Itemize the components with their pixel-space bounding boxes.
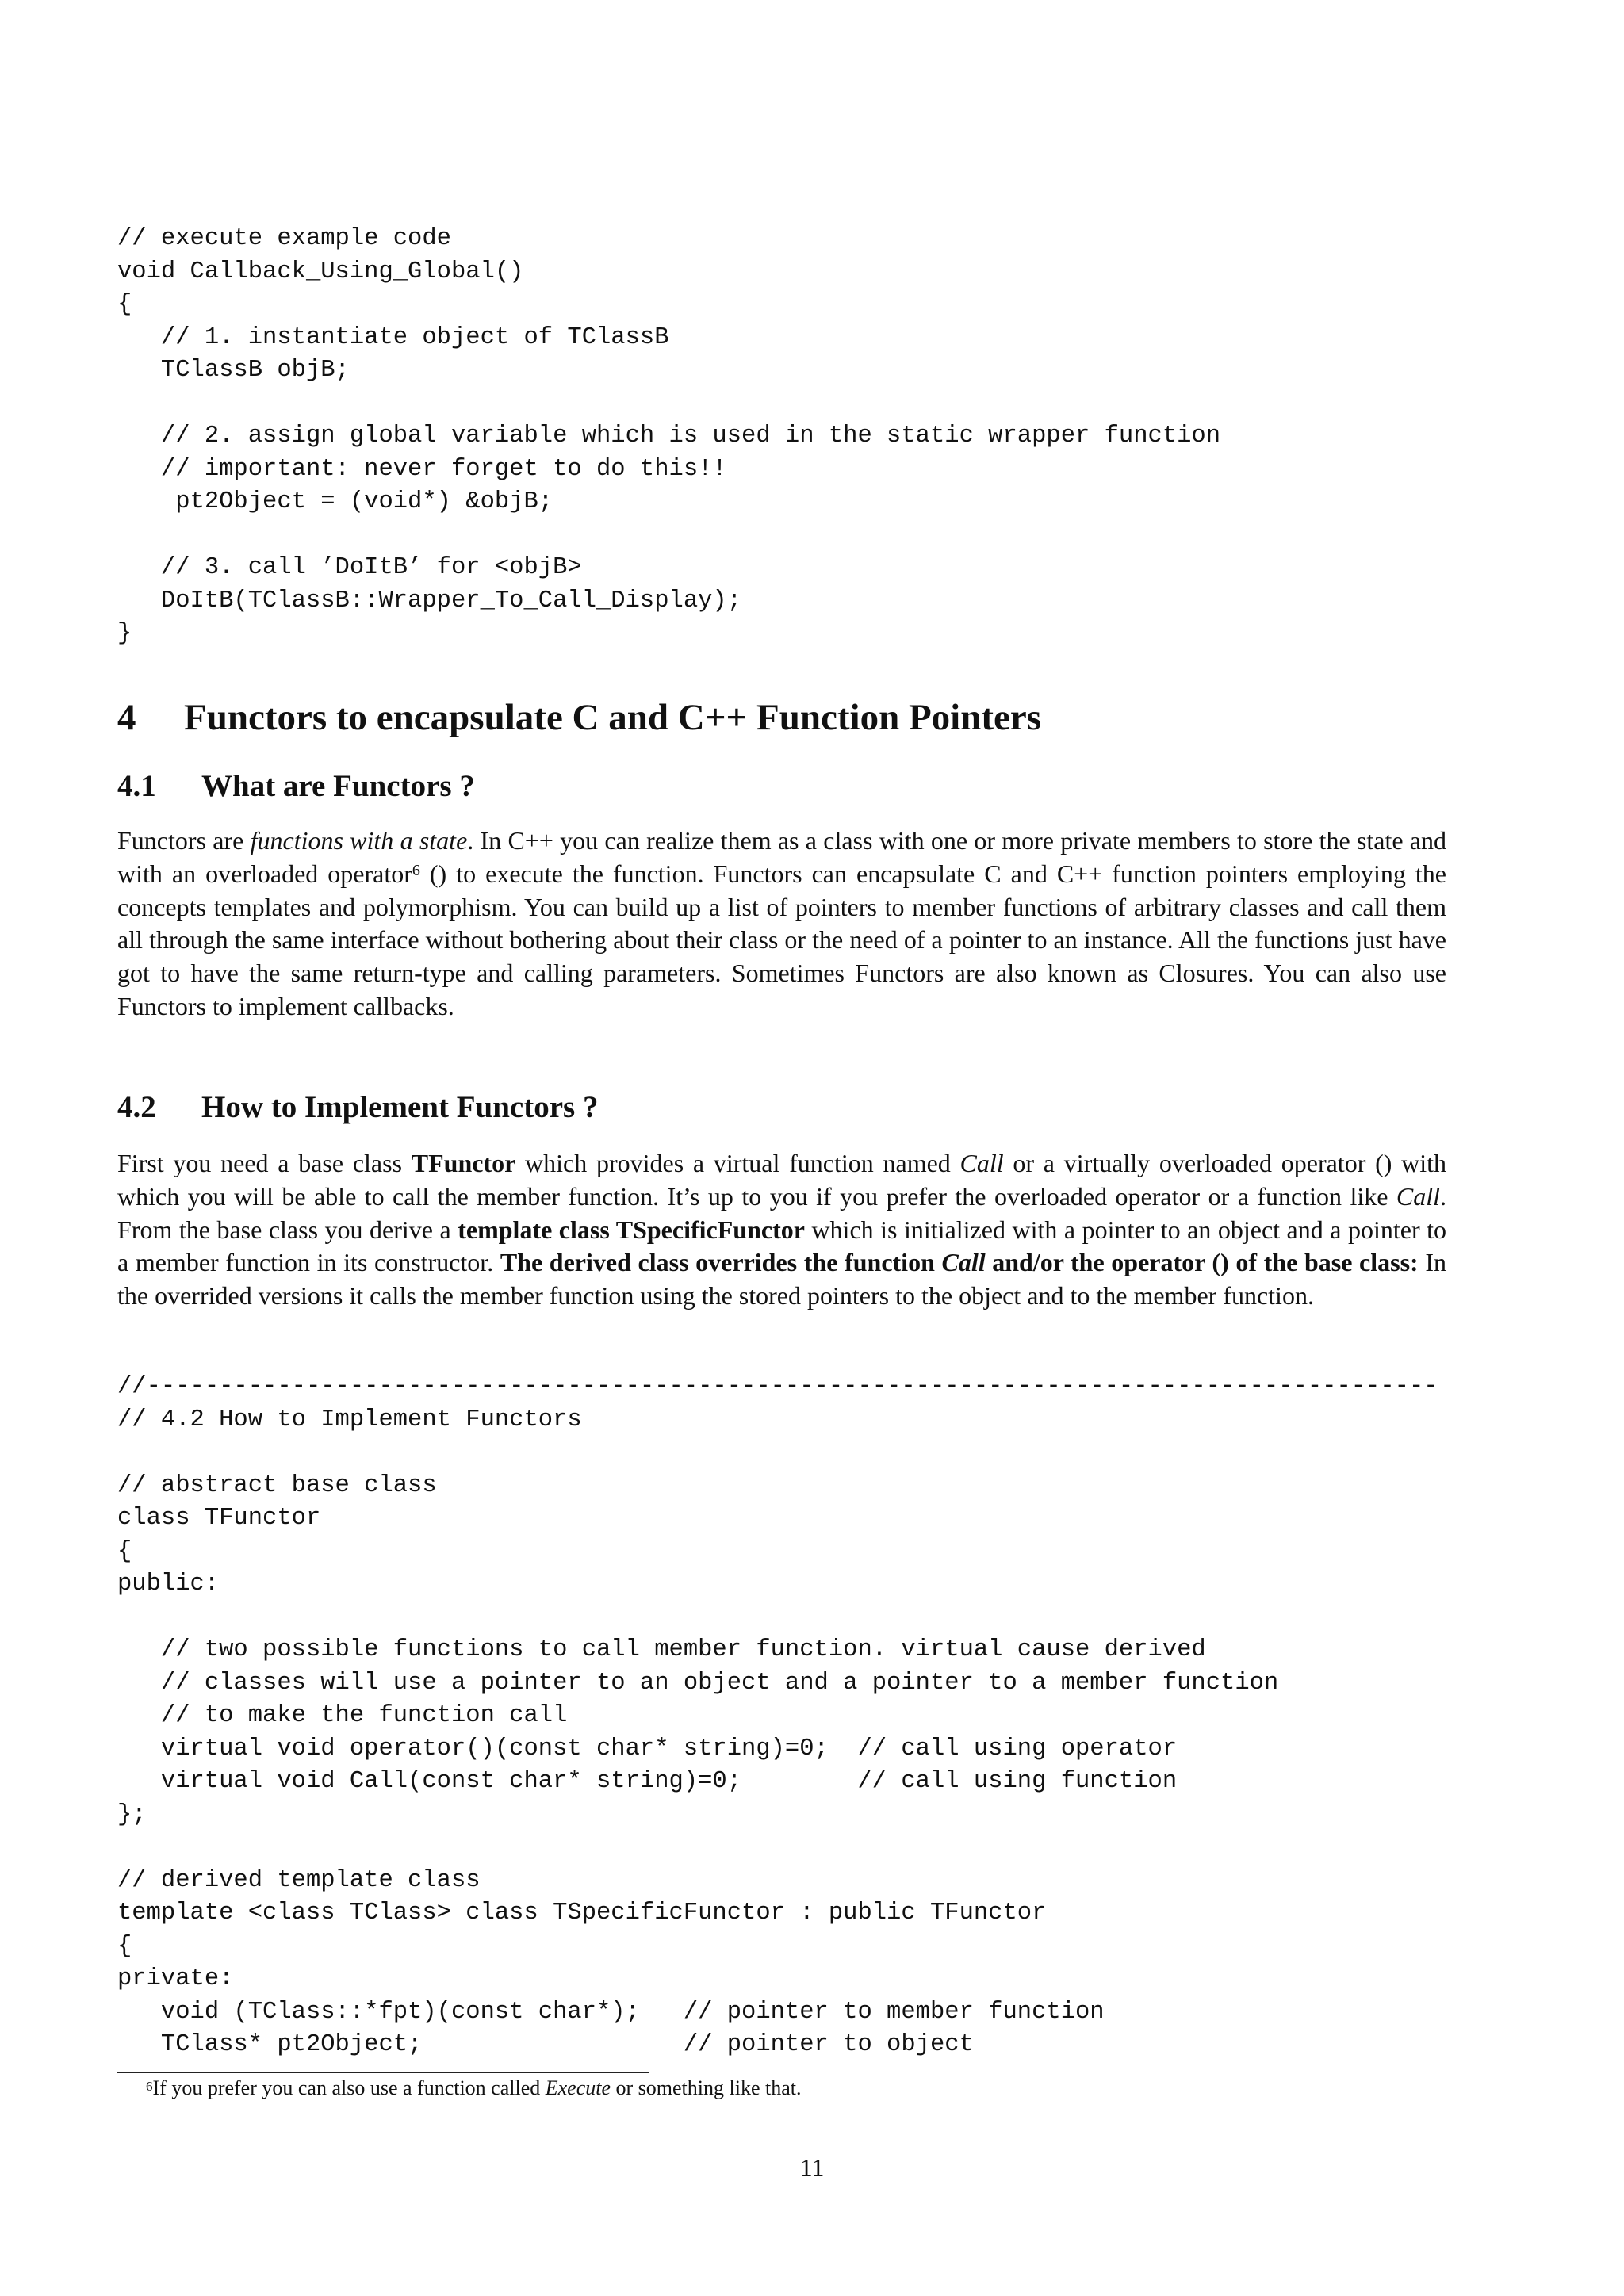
footnote-number: 6 <box>146 2079 153 2094</box>
page-number: 11 <box>799 2153 825 2182</box>
text-run: If you prefer you can also use a function called <box>152 2076 546 2099</box>
footnote <box>117 2075 1446 2102</box>
italic-text: Call <box>1396 1181 1440 1211</box>
bold-italic-text <box>942 1248 986 1276</box>
text-run: or a virtually overloaded operator () with which you will be able to call the member function. It’s up to you if you prefer the overloaded operator or a function like <box>117 1149 1447 1211</box>
section-4-1-title: What are Functors ? <box>201 769 475 803</box>
text-run: Functors are <box>117 826 251 855</box>
section-4-title: Functors to encapsulate C and C++ Function Pointers <box>184 697 1042 738</box>
bold-text: The derived class overrides the function <box>500 1248 942 1277</box>
paragraph-what-are-functors <box>117 825 1446 1024</box>
footnote-divider <box>117 2072 649 2073</box>
text-run: . From the base class you derive a <box>117 1181 1446 1244</box>
bold-text: and/or the operator () of the base class: <box>985 1248 1419 1277</box>
section-4-1-heading <box>117 768 475 804</box>
code-listing-functors: //----------------------------------------------------------------------------------------- // 4.2 How to Implement Functors // abstract base class class TFunctor { public: // two possible functions to call member function. virtual cause derived // classes will use a pointer to an object and a pointer to a member function // to make the function call virtual void operator()(const char* string)=0; // call using operator virtual void Call(const char* string)=0; // call using function }; // derived template class template <class TClass> class TSpecificFunctor : public TFunctor { private: void (TClass::*fpt)(const char*); // pointer to member function TClass* pt2Object; // pointer to object <box>117 1373 1438 2058</box>
italic-text: functions with a state <box>250 826 468 855</box>
footnote-marker: 6 <box>412 861 420 879</box>
section-4-2-heading <box>117 1089 598 1125</box>
text-run: First you need a base class <box>117 1149 412 1177</box>
bold-italic-call: Call <box>941 1248 986 1277</box>
code-listing-callback-global: // execute example code void Callback_Using_Global() { // 1. instantiate object of TClassB TClassB objB; // 2. assign global variable which is used in the static wrapper function // important: never forget to do this!! pt2Object = (void*) &objB; // 3. call ’DoItB’ for <objB> DoItB(TClassB::Wrapper_To_Call_Display); } <box>117 225 1221 647</box>
text-run: () to execute the function. Functors can encapsulate C and C++ function pointers employing the concepts templates and polymorphism. You can build up a list of pointers to member functions of arbitrary classes and call them all through the same interface without bothering about their class or the need of a pointer to an instance. All the functions just have got to have the same return-type and calling parameters. Sometimes Functors are also known as Closures. You can also use Functors to implement callbacks. <box>117 859 1447 1020</box>
italic-text: Call <box>959 1149 1004 1177</box>
text-run: In the overrided versions it calls the member function using the stored pointers to the object and to the member function. <box>117 1248 1447 1311</box>
section-4-1-number: 4.1 <box>117 769 156 803</box>
bold-text: template class TSpecificFunctor <box>458 1215 805 1244</box>
section-4-2-title: How to Implement Functors ? <box>201 1090 599 1124</box>
bold-text: TFunctor <box>411 1149 516 1177</box>
paragraph-how-to-implement <box>117 1147 1446 1313</box>
section-4-number: 4 <box>117 697 136 738</box>
text-run: which provides a virtual function named <box>515 1149 960 1177</box>
text-run: . In C++ you can realize them as a class with one or more private members to store the state and with an overloaded operator <box>117 826 1447 888</box>
italic-text: Execute <box>545 2076 611 2099</box>
section-4-heading <box>117 696 1041 739</box>
section-4-2-number: 4.2 <box>117 1090 156 1124</box>
text-run: or something like that. <box>611 2076 802 2099</box>
text-run: which is initialized with a pointer to an object and a pointer to a member function in its constructor. <box>117 1215 1447 1277</box>
